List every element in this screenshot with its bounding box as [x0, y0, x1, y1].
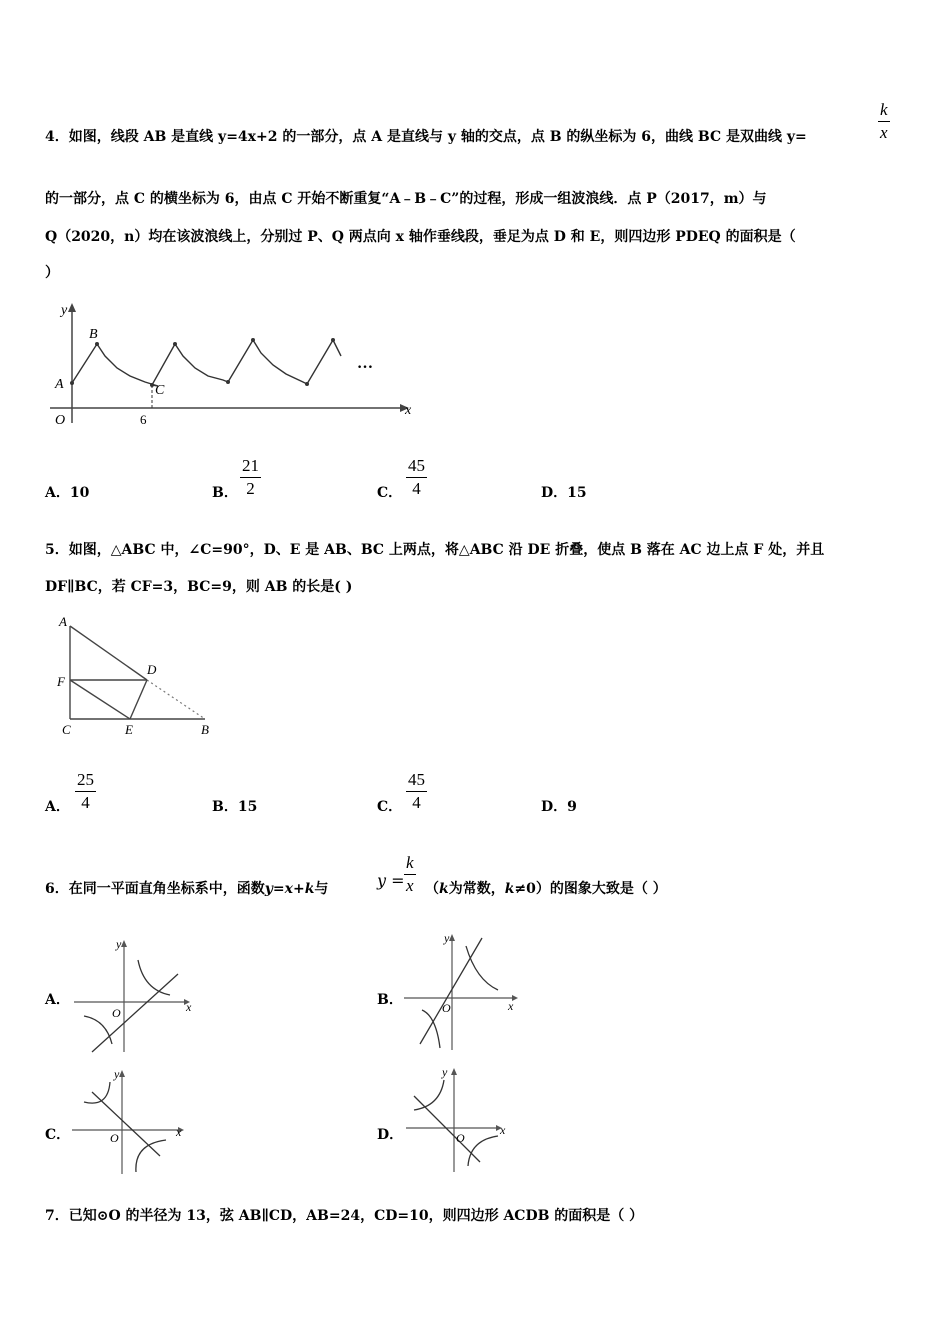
q4-option-c[interactable]: C． — [377, 485, 403, 501]
q4-frac-numerator: k — [880, 100, 888, 119]
label-b: B — [201, 722, 209, 737]
q6-graph-b — [402, 932, 527, 1054]
q5-line-2: DF∥BC，若 CF=3，BC=9，则 AB 的长是( ) — [45, 579, 353, 595]
edge-fe — [70, 680, 130, 719]
svg-text:y: y — [116, 937, 122, 951]
graph-c-hyperbola-q2 — [84, 1082, 110, 1103]
x-axis-label: x — [405, 403, 412, 418]
q4-option-b[interactable]: B． — [212, 485, 238, 501]
q5-option-a[interactable]: A． — [45, 799, 70, 815]
svg-text:O: O — [112, 1006, 121, 1020]
q6-func2-y: y = — [377, 871, 405, 890]
label-c: C — [62, 722, 71, 737]
fraction-bar — [878, 121, 890, 122]
svg-text:x: x — [186, 1000, 192, 1014]
edge-ad — [70, 626, 147, 680]
q6-line-1-tail: （k为常数，k≠0）的图象大致是（ ） — [425, 881, 667, 897]
graph-c-hyperbola-q4 — [136, 1140, 166, 1172]
point-b-label: B — [89, 327, 98, 342]
q4-option-b-fraction: 21 2 — [242, 456, 259, 498]
q4-line-2: 的一部分，点 C 的横坐标为 6，由点 C 开始不断重复“A﹣B﹣C”的过程，形成一组波浪线．点 P（2017，m）与 — [45, 191, 767, 207]
q6-graph-d — [404, 1066, 529, 1176]
svg-text:y: y — [114, 1067, 120, 1081]
y-axis-arrow — [68, 303, 76, 312]
q4-hyperbola-fraction — [878, 100, 890, 143]
q4-frac-denominator: x — [880, 123, 888, 142]
q4-option-a[interactable]: A．10 — [45, 485, 90, 501]
q5-option-d[interactable]: D．9 — [541, 799, 577, 815]
point-c-label: C — [155, 383, 165, 398]
y-axis-label: y — [61, 303, 68, 318]
origin-label: O — [55, 413, 66, 428]
q4-line-1: 4．如图，线段 AB 是直线 y=4x+2 的一部分，点 A 是直线与 y 轴的交点，点 B 的纵坐标为 6，曲线 BC 是双曲线 y= — [45, 129, 807, 145]
graph-a-hyperbola-q1 — [138, 960, 170, 995]
q5-triangle-figure — [55, 612, 220, 740]
q5-option-b[interactable]: B．15 — [212, 799, 258, 815]
graph-b-line — [420, 938, 482, 1044]
q5-option-a-fraction: 25 4 — [77, 770, 94, 812]
q4-wave-figure — [45, 298, 420, 433]
graph-d-hyperbola-q2 — [414, 1080, 444, 1110]
q7-line-1: 7．已知⊙O 的半径为 13，弦 AB∥CD，AB=24，CD=10，则四边形 ACDB 的面积是（ ） — [45, 1208, 644, 1224]
label-d: D — [147, 662, 157, 677]
svg-text:x: x — [508, 999, 514, 1013]
graph-c-line — [92, 1092, 160, 1156]
label-f: F — [57, 674, 65, 689]
label-e: E — [125, 722, 133, 737]
edge-de — [130, 680, 147, 719]
edge-db-dotted — [147, 680, 205, 719]
graph-a-hyperbola-q3 — [84, 1016, 112, 1044]
q4-option-d[interactable]: D．15 — [541, 485, 587, 501]
graph-d-hyperbola-q4 — [468, 1136, 498, 1166]
q6-func2-fraction: k x — [406, 853, 414, 895]
point-a-label: A — [55, 377, 64, 392]
q6-option-a[interactable]: A． — [45, 992, 70, 1008]
graph-d-line — [414, 1096, 480, 1162]
svg-text:x: x — [500, 1123, 506, 1137]
q4-line-4: ） — [45, 265, 59, 281]
graph-a-line — [92, 974, 178, 1052]
continuation-dots: … — [357, 355, 373, 372]
q6-graph-c — [70, 1068, 195, 1176]
graph-b-hyperbola-q1 — [466, 946, 498, 990]
q6-option-d[interactable]: D． — [377, 1127, 404, 1143]
svg-text:O: O — [456, 1131, 465, 1145]
q4-option-c-fraction: 45 4 — [408, 456, 425, 498]
wave-curve — [72, 340, 341, 386]
svg-text:O: O — [442, 1001, 451, 1015]
label-a: A — [59, 614, 67, 629]
q6-option-b[interactable]: B． — [377, 992, 403, 1008]
svg-text:y: y — [442, 1065, 448, 1079]
svg-text:x: x — [176, 1125, 182, 1139]
q5-option-c-fraction: 45 4 — [408, 770, 425, 812]
q4-line-3: Q（2020，n）均在该波浪线上，分别过 P、Q 两点向 x 轴作垂线段，垂足为点 D 和 E，则四边形 PDEQ 的面积是（ — [45, 229, 796, 245]
q6-option-c[interactable]: C． — [45, 1127, 71, 1143]
q6-graph-a — [72, 938, 197, 1056]
svg-text:O: O — [110, 1131, 119, 1145]
q5-option-c[interactable]: C． — [377, 799, 403, 815]
q5-line-1: 5．如图，△ABC 中，∠C=90°，D、E 是 AB、BC 上两点，将△ABC 沿 DE 折叠，使点 B 落在 AC 边上点 F 处，并且 — [45, 542, 825, 558]
tick-six-label: 6 — [140, 412, 147, 427]
q6-line-1: 6．在同一平面直角坐标系中，函数y=x+k与 — [45, 881, 329, 897]
svg-text:y: y — [444, 931, 450, 945]
